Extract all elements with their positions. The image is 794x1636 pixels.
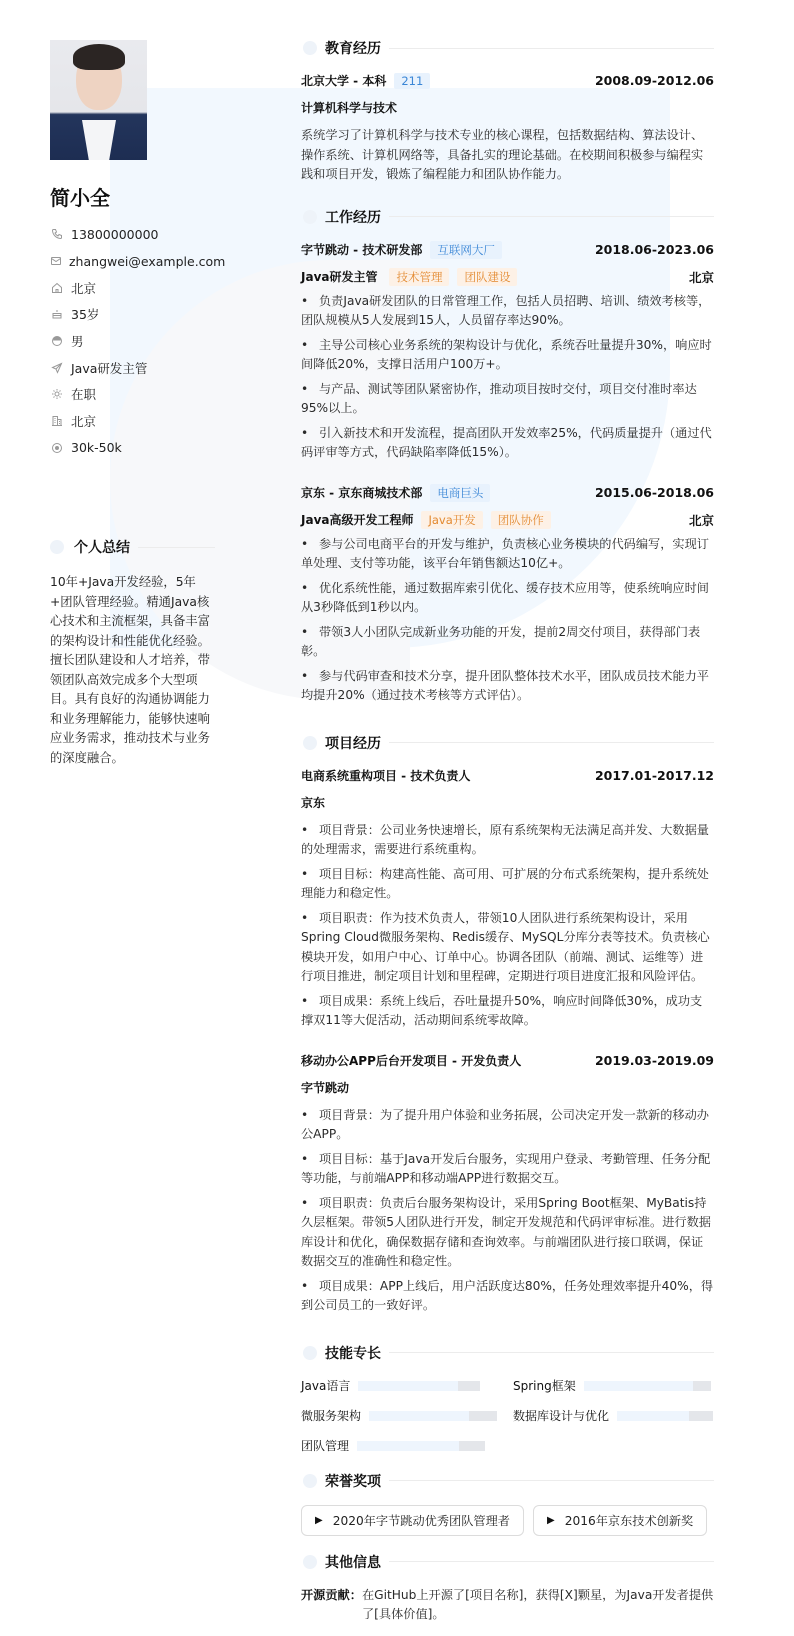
info-value: 北京 — [71, 414, 97, 430]
bullet-item: • 引入新技术和开发流程，提高团队开发效率25%，代码质量提升（通过代码评审等方式，代码缺陷率降低15%）。 — [301, 425, 712, 459]
major: 计算机科学与技术 — [301, 101, 398, 115]
info-city — [50, 408, 215, 435]
bullet-item: • 项目目标：构建高性能、高可用、可扩展的分布式系统架构，提升系统处理能力和稳定性。 — [301, 866, 709, 900]
candidate-name: 简小全 — [50, 186, 110, 210]
skill-item — [301, 1437, 513, 1455]
skill-progress-bar — [584, 1381, 711, 1391]
award-label: 2016年京东技术创新奖 — [564, 1513, 694, 1528]
skill-progress-bar — [369, 1411, 497, 1421]
section-dot-icon — [303, 736, 317, 750]
skill-progress-fill — [358, 1381, 458, 1391]
role-tag: 技术管理 — [389, 268, 449, 286]
bullet-item: • 项目目标：基于Java开发后台服务，实现用户登录、考勤管理、任务分配等功能，与前端APP和移动端APP进行数据交互。 — [301, 1151, 711, 1185]
skill-name: 数据库设计与优化 — [513, 1409, 610, 1423]
info-value: 13800000000 — [71, 226, 159, 242]
info-value: 35岁 — [71, 307, 100, 323]
skill-progress-bar — [617, 1411, 713, 1421]
bullet-item: • 项目背景：为了提升用户体验和业务拓展，公司决定开发一款新的移动办公APP。 — [301, 1107, 709, 1141]
project-name: 移动办公APP后台开发项目 - 开发负责人 — [301, 1053, 522, 1068]
work-date: 2018.06-2023.06 — [594, 242, 714, 257]
avatar-collar — [82, 120, 116, 160]
project-entry — [301, 1052, 714, 1316]
section-title: 工作经历 — [325, 209, 381, 226]
triangle-right-icon: ▶ — [546, 1514, 555, 1526]
project-entry — [301, 767, 714, 1031]
skill-item — [513, 1407, 713, 1425]
project-company: 字节跳动 — [301, 1080, 350, 1095]
role-name: Java研发主管 — [301, 270, 378, 284]
info-gender — [50, 328, 215, 355]
bullet-item: • 与产品、测试等团队紧密协作，推动项目按时交付，项目交付准时率达95%以上。 — [301, 381, 697, 415]
info-age — [50, 301, 215, 328]
info-position — [50, 354, 215, 381]
skill-name: Java语言 — [301, 1379, 351, 1393]
section-divider — [389, 1480, 714, 1481]
salary-icon — [50, 441, 64, 455]
education-description: 系统学习了计算机科学与技术专业的核心课程，包括数据结构、算法设计、操作系统、计算机网络等，具备扎实的理论基础。在校期间积极参与编程实践和项目开发，锻炼了编程能力和团队协作能力。 — [301, 128, 704, 181]
skill-progress-fill — [369, 1411, 469, 1421]
section-dot-icon — [303, 1474, 317, 1488]
info-value: 在职 — [71, 387, 97, 403]
summary-title: 个人总结 — [74, 540, 130, 557]
status-icon — [50, 387, 64, 401]
work-city: 北京 — [688, 512, 714, 528]
main-content — [301, 0, 714, 1625]
section-heading — [301, 1471, 714, 1491]
bullet-item: • 主导公司核心业务系统的架构设计与优化，系统吞吐量提升30%，响应时间降低20%，支撑日活用户100万+。 — [301, 337, 712, 371]
section-divider — [389, 1352, 714, 1353]
bullet-item: • 参与公司电商平台的开发与维护，负责核心业务模块的代码编写，实现订单处理、支付等功能，该平台年销售额达10亿+。 — [301, 536, 709, 570]
avatar-photo — [50, 40, 147, 160]
work-date: 2015.06-2018.06 — [594, 485, 714, 500]
other-label: 开源贡献： — [301, 1587, 362, 1602]
cake-icon — [50, 307, 64, 321]
skill-progress-fill — [617, 1411, 689, 1421]
section-dot-icon — [303, 41, 317, 55]
skill-progress-fill — [584, 1381, 693, 1391]
section-dot-icon — [303, 210, 317, 224]
mail-icon — [50, 254, 62, 268]
info-salary — [50, 435, 215, 462]
award-item — [533, 1505, 707, 1536]
skill-name: 微服务架构 — [301, 1409, 362, 1423]
section-divider — [389, 742, 714, 743]
bullet-item: • 优化系统性能，通过数据库索引优化、缓存技术应用等，使系统响应时间从3秒降低到1秒以内。 — [301, 580, 709, 614]
role-name: Java高级开发工程师 — [301, 513, 414, 527]
section-dot-icon — [303, 1555, 317, 1569]
bullet-item: • 项目成果：APP上线后，用户活跃度达80%，任务处理效率提升40%，得到公司员工的一致好评。 — [301, 1278, 714, 1312]
education-date: 2008.09-2012.06 — [594, 73, 714, 88]
other-section — [301, 1552, 714, 1625]
project-company: 京东 — [301, 795, 326, 810]
section-heading — [301, 733, 714, 753]
section-title: 技能专长 — [325, 1345, 381, 1362]
info-value: Java研发主管 — [71, 360, 148, 376]
award-label: 2020年字节跳动优秀团队管理者 — [332, 1513, 510, 1528]
bullet-item: • 项目职责：作为技术负责人，带领10人团队进行系统架构设计，采用Spring Cloud微服务架构、Redis缓存、MySQL分库分表等技术。负责核心模块开发，如用户中心、订单中心。协调各团队（前端、测试、运维等）进行项目推进，制定项目计划和里程碑，定期进行项目进度汇报和风险评估。 — [301, 910, 710, 983]
info-value: 30k-50k — [71, 440, 122, 456]
company-tag: 电商巨头 — [430, 484, 490, 502]
section-title: 教育经历 — [325, 41, 381, 57]
project-name: 电商系统重构项目 - 技术负责人 — [301, 768, 471, 783]
role-tag: 团队建设 — [457, 268, 517, 286]
info-email — [50, 248, 226, 275]
bullet-item: • 带领3人小团队完成新业务功能的开发，提前2周交付项目，获得部门表彰。 — [301, 624, 701, 658]
triangle-right-icon: ▶ — [315, 1514, 323, 1526]
project-bullets — [301, 821, 714, 1031]
phone-icon — [50, 227, 64, 241]
school-name: 北京大学 - 本科 — [301, 74, 387, 88]
summary-text: 10年+Java开发经验，5年+团队管理经验。精通Java核心技术和主流框架，具备丰富的架构设计和性能优化经验。擅长团队建设和人才培养，带领团队高效完成多个大型项目。具有良好的沟通协调能力和业务理解能力，能够快速响应业务需求，推动技术与业务的深度融合。 — [50, 575, 210, 765]
role-tag: 团队协作 — [491, 511, 551, 529]
bullet-item: • 项目成果：系统上线后，吞吐量提升50%，响应时间降低30%，成功支撑双11等大促活动，活动期间系统零故障。 — [301, 993, 703, 1027]
section-heading — [301, 38, 714, 58]
info-location — [50, 274, 215, 301]
section-divider — [389, 1561, 714, 1562]
skills-section — [301, 1343, 714, 1455]
projects-section — [301, 733, 714, 1316]
award-item — [301, 1505, 524, 1536]
skill-item — [301, 1407, 513, 1425]
info-value: 男 — [71, 334, 84, 350]
info-phone — [50, 221, 215, 248]
school-tag: 211 — [394, 73, 430, 89]
building-icon — [50, 414, 64, 428]
project-date: 2019.03-2019.09 — [594, 1052, 714, 1068]
awards-list — [301, 1505, 714, 1536]
section-title: 其他信息 — [325, 1554, 381, 1571]
info-value: 北京 — [71, 280, 97, 296]
other-item — [301, 1586, 714, 1625]
skill-item — [513, 1377, 713, 1395]
section-divider — [389, 48, 714, 49]
project-bullets — [301, 1106, 714, 1316]
skill-name: 团队管理 — [301, 1439, 350, 1453]
skill-progress-bar — [357, 1441, 485, 1451]
section-divider — [138, 547, 215, 548]
skill-progress-bar — [358, 1381, 480, 1391]
role-tag: Java开发 — [421, 511, 482, 529]
info-value: zhangwei@example.com — [69, 253, 226, 269]
section-heading — [301, 207, 714, 227]
skill-progress-fill — [357, 1441, 459, 1451]
work-bullets — [301, 292, 714, 463]
summary-heading — [50, 537, 215, 557]
work-entry — [301, 241, 714, 463]
bullet-item: • 项目背景：公司业务快速增长，原有系统架构无法满足高并发、大数据量的处理需求，需要进行系统重构。 — [301, 822, 709, 856]
work-bullets — [301, 535, 714, 706]
info-status — [50, 381, 215, 408]
sidebar — [0, 0, 226, 1625]
section-dot-icon — [303, 1346, 317, 1360]
section-heading — [301, 1343, 714, 1363]
other-value: 在GitHub上开源了[项目名称]，获得[X]颗星，为Java开发者提供了[具体价值]。 — [361, 1587, 714, 1621]
company-tag: 互联网大厂 — [430, 241, 502, 259]
project-date: 2017.01-2017.12 — [594, 767, 714, 783]
skills-grid — [301, 1377, 714, 1455]
work-city: 北京 — [688, 269, 714, 285]
section-title: 项目经历 — [325, 735, 381, 752]
home-icon — [50, 281, 64, 295]
company-name: 京东 - 京东商城技术部 — [301, 486, 423, 500]
section-divider — [389, 216, 714, 217]
avatar-hair — [73, 44, 125, 70]
contact-info-list — [50, 221, 226, 461]
section-dot-icon — [50, 540, 64, 554]
education-header — [301, 72, 714, 89]
section-title: 荣誉奖项 — [325, 1473, 381, 1490]
work-section — [301, 207, 714, 706]
bullet-item: • 项目职责：负责后台服务架构设计，采用Spring Boot框架、MyBatis持久层框架。带领5人团队进行开发，制定开发规范和代码评审标准。进行数据库设计和优化，确保数据存储和查询效率。与前端团队进行接口联调，保证数据交互的准确性和稳定性。 — [301, 1195, 711, 1268]
bullet-item: • 负责Java研发团队的日常管理工作，包括人员招聘、培训、绩效考核等，团队规模从5人发展到15人，人员留存率达90%。 — [301, 293, 711, 327]
section-heading — [301, 1552, 714, 1572]
company-name: 字节跳动 - 技术研发部 — [301, 243, 423, 257]
work-entry — [301, 484, 714, 706]
bullet-item: • 参与代码审查和技术分享，提升团队整体技术水平，团队成员技术能力平均提升20%（通过技术考核等方式评估）。 — [301, 668, 709, 702]
gender-icon — [50, 334, 64, 348]
skill-name: Spring框架 — [513, 1379, 576, 1393]
education-section — [301, 38, 714, 185]
awards-section — [301, 1471, 714, 1536]
send-icon — [50, 361, 64, 375]
skill-item — [301, 1377, 513, 1395]
